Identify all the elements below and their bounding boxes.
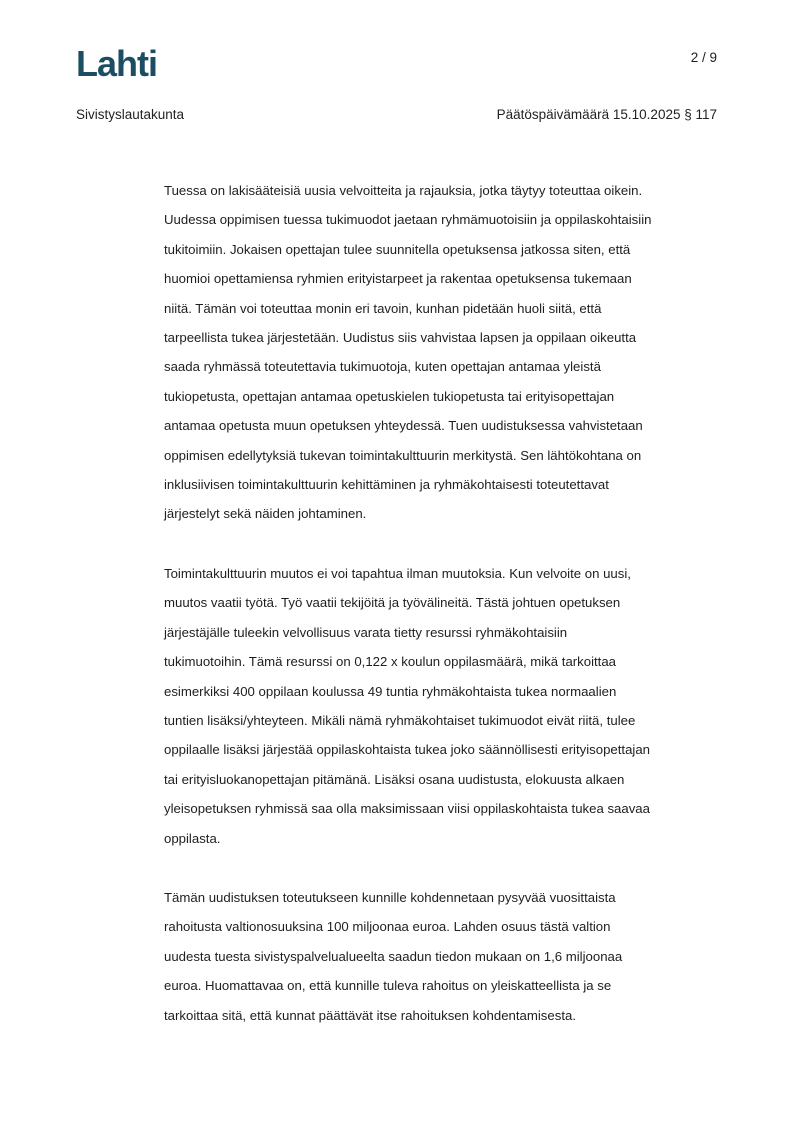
paragraph xyxy=(164,559,720,853)
paragraph xyxy=(164,176,720,529)
text-line: tukimuotoihin. Tämä resurssi on 0,122 x koulun oppilasmäärä, mikä tarkoittaa xyxy=(164,654,617,670)
lahti-logo xyxy=(76,46,168,82)
text-line: muutos vaatii työtä. Työ vaatii tekijöitä ja työvälineitä. Tästä johtuen opetuksen xyxy=(164,595,621,611)
document-body xyxy=(164,176,720,1060)
text-line: Toimintakulttuurin muutos ei voi tapahtua ilman muutoksia. Kun velvoite on uusi, xyxy=(164,565,631,581)
text-line: saada ryhmässä toteutettavia tukimuotoja, kuten opettajan antamaa yleistä xyxy=(164,359,601,375)
svg-text:Lahti: Lahti xyxy=(76,46,157,82)
text-line: esimerkiksi 400 oppilaan koulussa 49 tuntia ryhmäkohtaista tukea normaalien xyxy=(164,683,617,699)
text-line: Tämän uudistuksen toteutukseen kunnille kohdennetaan pysyvää vuosittaista xyxy=(164,889,616,905)
organization-name: Sivistyslautakunta xyxy=(76,107,185,122)
text-line: tuntien lisäksi/yhteyteen. Mikäli nämä ryhmäkohtaiset tukimuodot eivät riitä, tulee xyxy=(164,712,636,728)
text-line: tai erityisluokanopettajan pitämänä. Lisäksi osana uudistusta, elokuusta alkaen xyxy=(164,771,625,787)
decision-date: Päätöspäivämäärä 15.10.2025 § 117 xyxy=(496,107,717,122)
text-line: tukitoimiin. Jokaisen opettajan tulee suunnitella opetuksensa jatkossa siten, että xyxy=(164,241,631,257)
text-line: yleisopetuksen ryhmissä saa olla maksimissaan viisi oppilaskohtaista tukea saavaa xyxy=(164,801,650,817)
text-line: huomioi opettamiensa ryhmien erityistarpeet ja rakentaa opetuksensa tukemaan xyxy=(164,271,632,287)
text-line: uudesta tuesta sivistyspalvelualueelta saadun tiedon mukaan on 1,6 miljoonaa xyxy=(164,948,623,964)
page-number: 2 / 9 xyxy=(690,50,717,65)
text-line: oppilaalle lisäksi järjestää oppilaskohtaista tukea joko säännöllisesti erityisopettajan xyxy=(164,742,651,758)
text-line: niitä. Tämän voi toteuttaa monin eri tavoin, kunhan pidetään huoli siitä, että xyxy=(164,300,602,316)
text-line: antamaa opetusta muun opetuksen yhteydessä. Tuen uudistuksessa vahvistetaan xyxy=(164,418,643,434)
text-line: inklusiivisen toimintakulttuurin kehittäminen ja ryhmäkohtaisesti toteutettavat xyxy=(164,477,609,493)
text-line: tarkoittaa sitä, että kunnat päättävät itse rahoituksen kohdentamisesta. xyxy=(164,1007,576,1023)
text-line: oppimisen edellytyksiä tukevan toimintakulttuurin merkitystä. Sen lähtökohtana on xyxy=(164,447,642,463)
text-line: euroa. Huomattavaa on, että kunnille tuleva rahoitus on yleiskatteellista ja se xyxy=(164,978,612,994)
text-line: tarpeellista tukea järjestetään. Uudistus siis vahvistaa lapsen ja oppilaan oikeutta xyxy=(164,330,637,346)
text-line: järjestäjälle tuleekin velvollisuus varata tietty resurssi ryhmäkohtaisiin xyxy=(164,624,568,640)
text-line: Uudessa oppimisen tuessa tukimuodot jaetaan ryhmämuotoisiin ja oppilaskohtaisiin xyxy=(164,212,652,228)
text-line: rahoitusta valtionosuuksina 100 miljoonaa euroa. Lahden osuus tästä valtion xyxy=(164,919,611,935)
paragraph xyxy=(164,883,720,1030)
text-line: tukiopetusta, opettajan antamaa opetuskielen tukiopetusta tai erityisopettajan xyxy=(164,388,615,404)
text-line: järjestelyt sekä näiden johtaminen. xyxy=(164,506,367,522)
text-line: oppilasta. xyxy=(164,830,221,846)
text-line: Tuessa on lakisääteisiä uusia velvoitteita ja rajauksia, jotka täytyy toteuttaa oikein. xyxy=(164,183,643,198)
